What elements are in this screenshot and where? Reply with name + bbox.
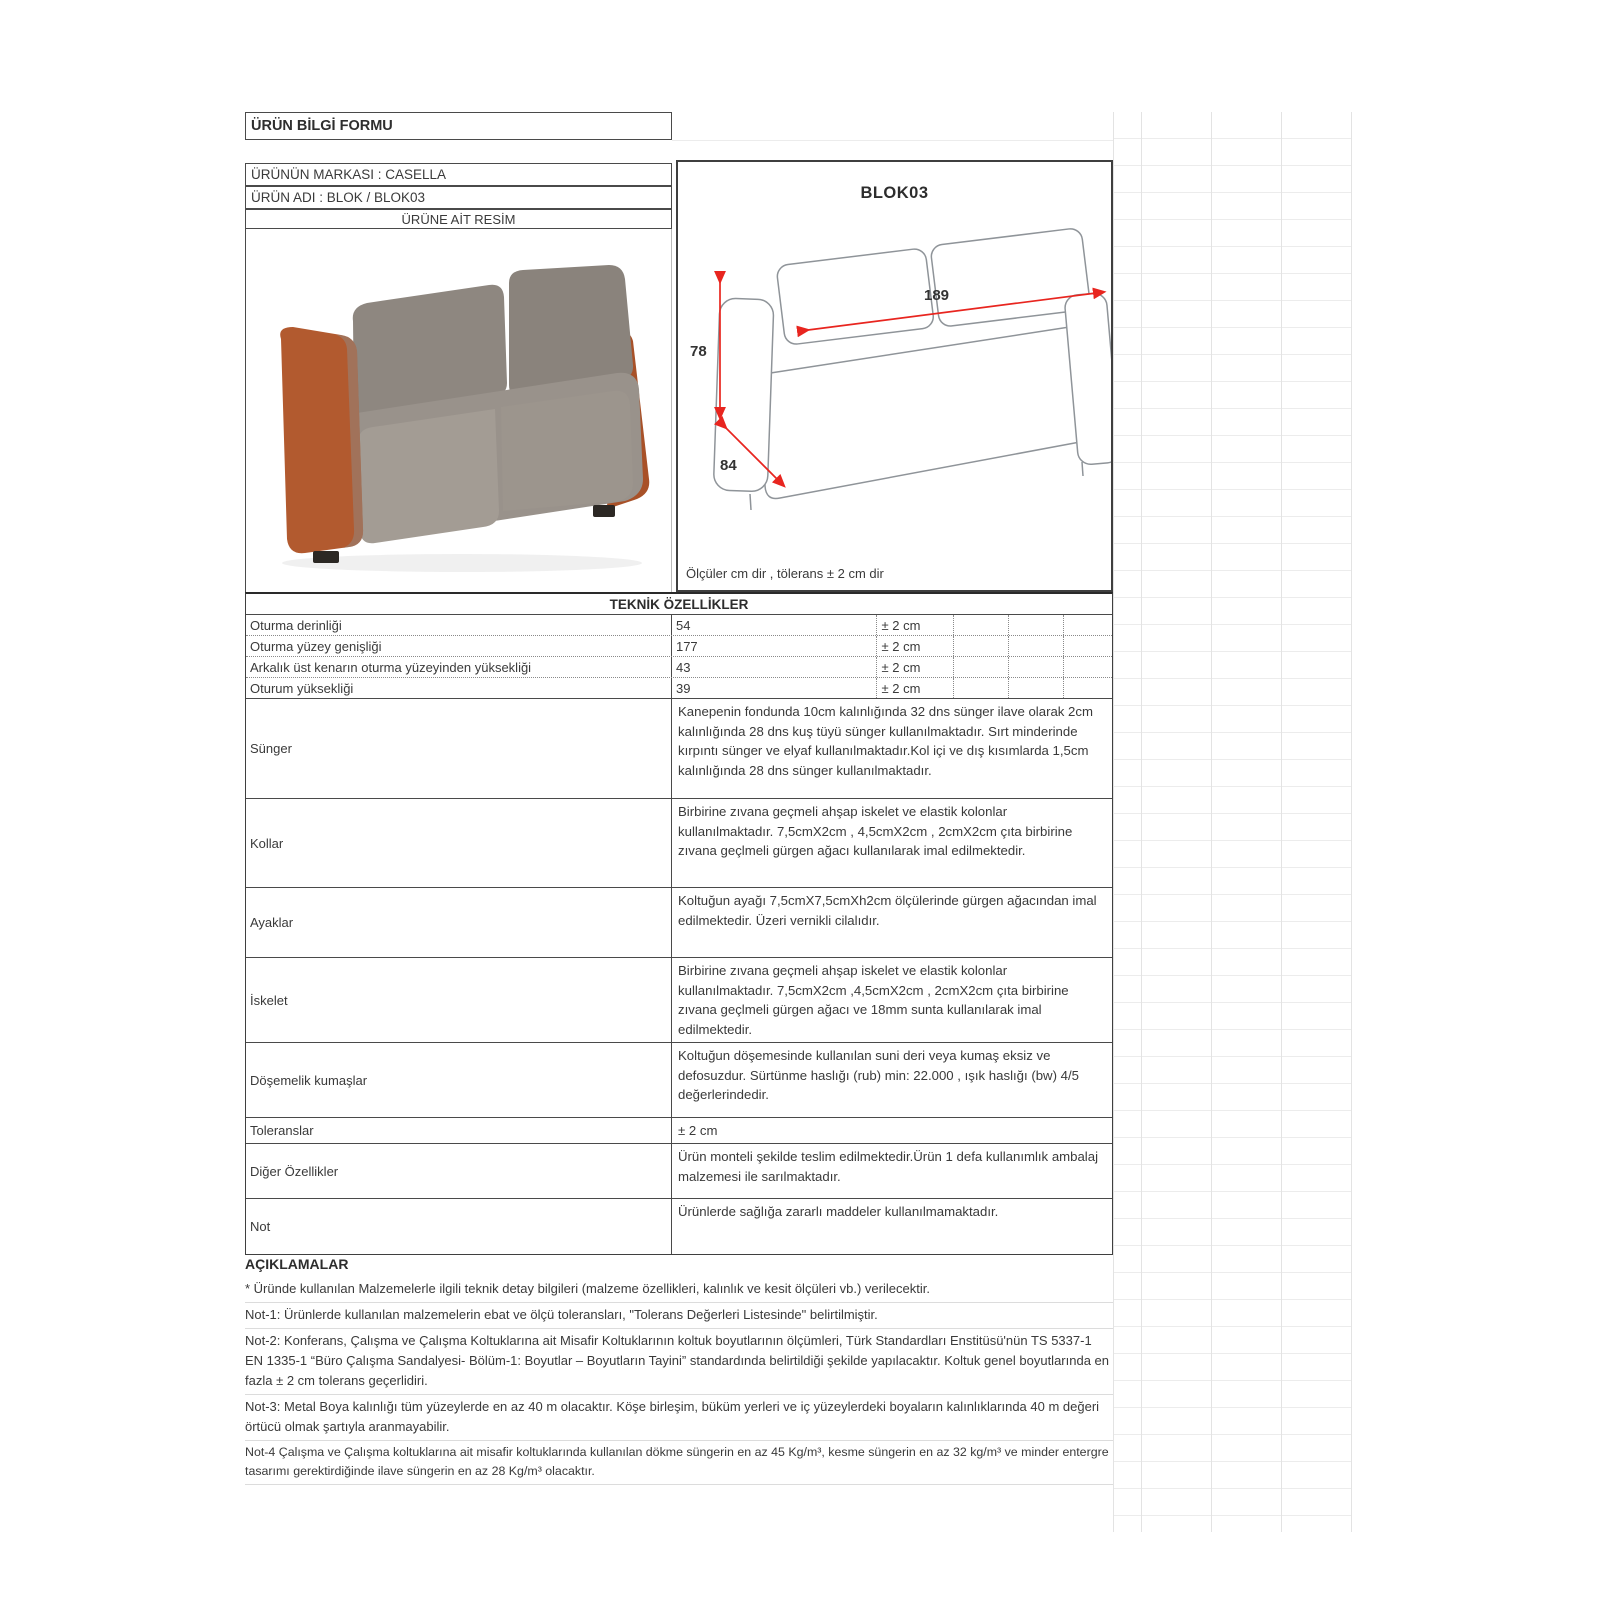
spec-label: Oturma derinliği [246,615,672,635]
spec-tolerance: ± 2 cm [877,615,954,635]
sofa-dimension-drawing [678,214,1111,544]
spec-value: 43 [672,657,878,677]
note-line: Not-3: Metal Boya kalınlığı tüm yüzeylerde en az 40 m olacaktır. Köşe birleşim, büküm yerleri ve iç yüzeylerdeki boyaların kalınlıklarında 40 m değeri örtücü olmak şartıyla aranmayabilir. [245,1395,1113,1441]
detail-label: İskelet [246,958,672,1042]
detail-text: Ürünlerde sağlığa zararlı maddeler kullanılmamaktadır. [678,1204,999,1219]
grid-vline [1211,112,1212,1532]
spec-label: Oturma yüzey genişliği [246,636,672,656]
product-name-text: ÜRÜN ADI : BLOK / BLOK03 [251,190,426,205]
empty-cell [1064,636,1112,656]
note-line: Not-4 Çalışma ve Çalışma koltuklarına ait misafir koltuklarında kullanılan dökme süngerin en az 45 Kg/m³, kesme süngerin en az 32 kg/m³ ve minder entergre tasarımı gerektirdiğinde ilave süngerin en az 28 Kg/m³ olacaktır. [245,1441,1113,1485]
spec-label: Arkalık üst kenarın oturma yüzeyinden yüksekliği [246,657,672,677]
product-name-cell [245,186,672,209]
empty-cell [1009,657,1064,677]
dim-depth-label: 84 [720,457,737,474]
form-title-cell [245,112,672,140]
spec-value: 54 [672,615,878,635]
dim-width-label: 189 [924,287,950,304]
empty-cell [1009,678,1064,698]
table-row [246,636,1112,657]
spec-tolerance: ± 2 cm [877,657,954,677]
detail-label: Not [246,1199,672,1254]
notes-section [245,1252,1113,1485]
form-title: ÜRÜN BİLGİ FORMU [251,118,393,134]
brand-cell [245,163,672,186]
empty-cell [1064,657,1112,677]
image-section-label: ÜRÜNE AİT RESİM [401,211,516,227]
sofa-photo [257,243,661,579]
product-photo-area [245,229,672,592]
detail-text: Koltuğun ayağı 7,5cmX7,5cmXh2cm ölçülerinde gürgen ağacından imal edilmektedir. Üzeri vernikli cilalıdır. [678,893,1097,928]
image-section-header-cell [245,209,672,229]
detail-label: Ayaklar [246,888,672,957]
dim-height-label: 78 [690,343,707,360]
spec-tolerance: ± 2 cm [877,678,954,698]
empty-cell [954,678,1009,698]
detail-text: Birbirine zıvana geçmeli ahşap iskelet ve elastik kolonlar kullanılmaktadır. 7,5cmX2cm ,4,5cmX2cm , 2cmX2cm çıta birbirine zıvana geçlmeli gürgen ağacı ve 18mm sunta kullanılarak imal edilmektedir. [678,963,1069,1037]
empty-cell [1009,615,1064,635]
table-row [246,1199,1112,1254]
grid-vline [1113,112,1114,1532]
detail-text: Ürün monteli şekilde teslim edilmektedir.Ürün 1 defa kullanımlık ambalaj malzemesi ile sarılmaktadır. [678,1149,1098,1184]
brand-text: ÜRÜNÜN MARKASI : CASELLA [251,167,447,182]
empty-cell [954,657,1009,677]
dimension-diagram-box [676,160,1113,592]
empty-cell [1009,636,1064,656]
grid-vline [1281,112,1282,1532]
grid-hline [672,140,1113,141]
detail-label: Toleranslar [246,1118,672,1143]
table-row [246,799,1112,888]
detail-text: Birbirine zıvana geçmeli ahşap iskelet ve elastik kolonlar kullanılmaktadır. 7,5cmX2cm , 4,5cmX2cm , 2cmX2cm çıta birbirine zıvana geçlmeli gürgen ağacı kullanılarak imal edilmektedir. [678,804,1073,858]
empty-cell [954,615,1009,635]
technical-specs-table [245,592,1113,1255]
table-row [246,1118,1112,1144]
note-line: * Üründe kullanılan Malzemelerle ilgili teknik detay bilgileri (malzeme özellikleri, kalınlık ve kesit ölçüleri vb.) verilecektir. [245,1277,1113,1303]
tech-table-title-row [246,594,1112,615]
detail-text: Kanepenin fondunda 10cm kalınlığında 32 dns sünger ilave olarak 2cm kalınlığında 28 dns kuş tüyü sünger kullanılmaktadır. Sırt minderinde kırpıntı sünger ve elyaf kullanılmaktadır.Kol içi ve dış kısımlarda 1,5cm kalınlığında 28 dns sünger kullanılmaktadır. [678,704,1093,778]
spec-value: 177 [672,636,878,656]
spec-label: Oturum yüksekliği [246,678,672,698]
table-row [246,699,1112,799]
detail-text: ± 2 cm [678,1123,718,1138]
spec-value: 39 [672,678,878,698]
empty-cell [1064,678,1112,698]
table-row [246,958,1112,1043]
note-line: Not-2: Konferans, Çalışma ve Çalışma Koltuklarına ait Misafir Koltuklarının koltuk boyutlarının ölçümleri, Türk Standardları Enstitüsü'nün TS 5337-1 EN 1335-1 “Büro Çalışma Sandalyesi- Bölüm-1: Boyutlar – Boyutların Tayini” standardında belirtildiği şekilde yapılacaktır. Koltuk genel boyutlarında en fazla ± 2 cm tolerans geçerlidiri. [245,1329,1113,1395]
notes-title: AÇIKLAMALAR [245,1256,349,1272]
grid-vline [1351,112,1352,1532]
detail-label: Sünger [246,699,672,798]
detail-label: Döşemelik kumaşlar [246,1043,672,1117]
detail-label: Diğer Özellikler [246,1144,672,1198]
detail-text: Koltuğun döşemesinde kullanılan suni deri veya kumaş eksiz ve defosuzdur. Sürtünme haslığı (rub) min: 22.000 , ışık haslığı (bw) 4/5 değerlerindedir. [678,1048,1079,1102]
empty-cell [954,636,1009,656]
table-row [246,1144,1112,1199]
table-row [246,657,1112,678]
table-row [246,615,1112,636]
detail-label: Kollar [246,799,672,887]
table-row [246,1043,1112,1118]
table-row [246,888,1112,958]
spreadsheet-grid-rows [1113,112,1352,1532]
diagram-note: Ölçüler cm dir , tölerans ± 2 cm dir [686,566,884,581]
note-line: Not-1: Ürünlerde kullanılan malzemelerin ebat ve ölçü toleransları, "Tolerans Değerleri Listesinde" belirtilmiştir. [245,1303,1113,1329]
spec-tolerance: ± 2 cm [877,636,954,656]
table-row [246,678,1112,699]
grid-vline [1141,112,1142,1532]
empty-cell [1064,615,1112,635]
tech-table-title: TEKNİK ÖZELLİKLER [609,596,749,612]
diagram-title: BLOK03 [860,184,929,202]
